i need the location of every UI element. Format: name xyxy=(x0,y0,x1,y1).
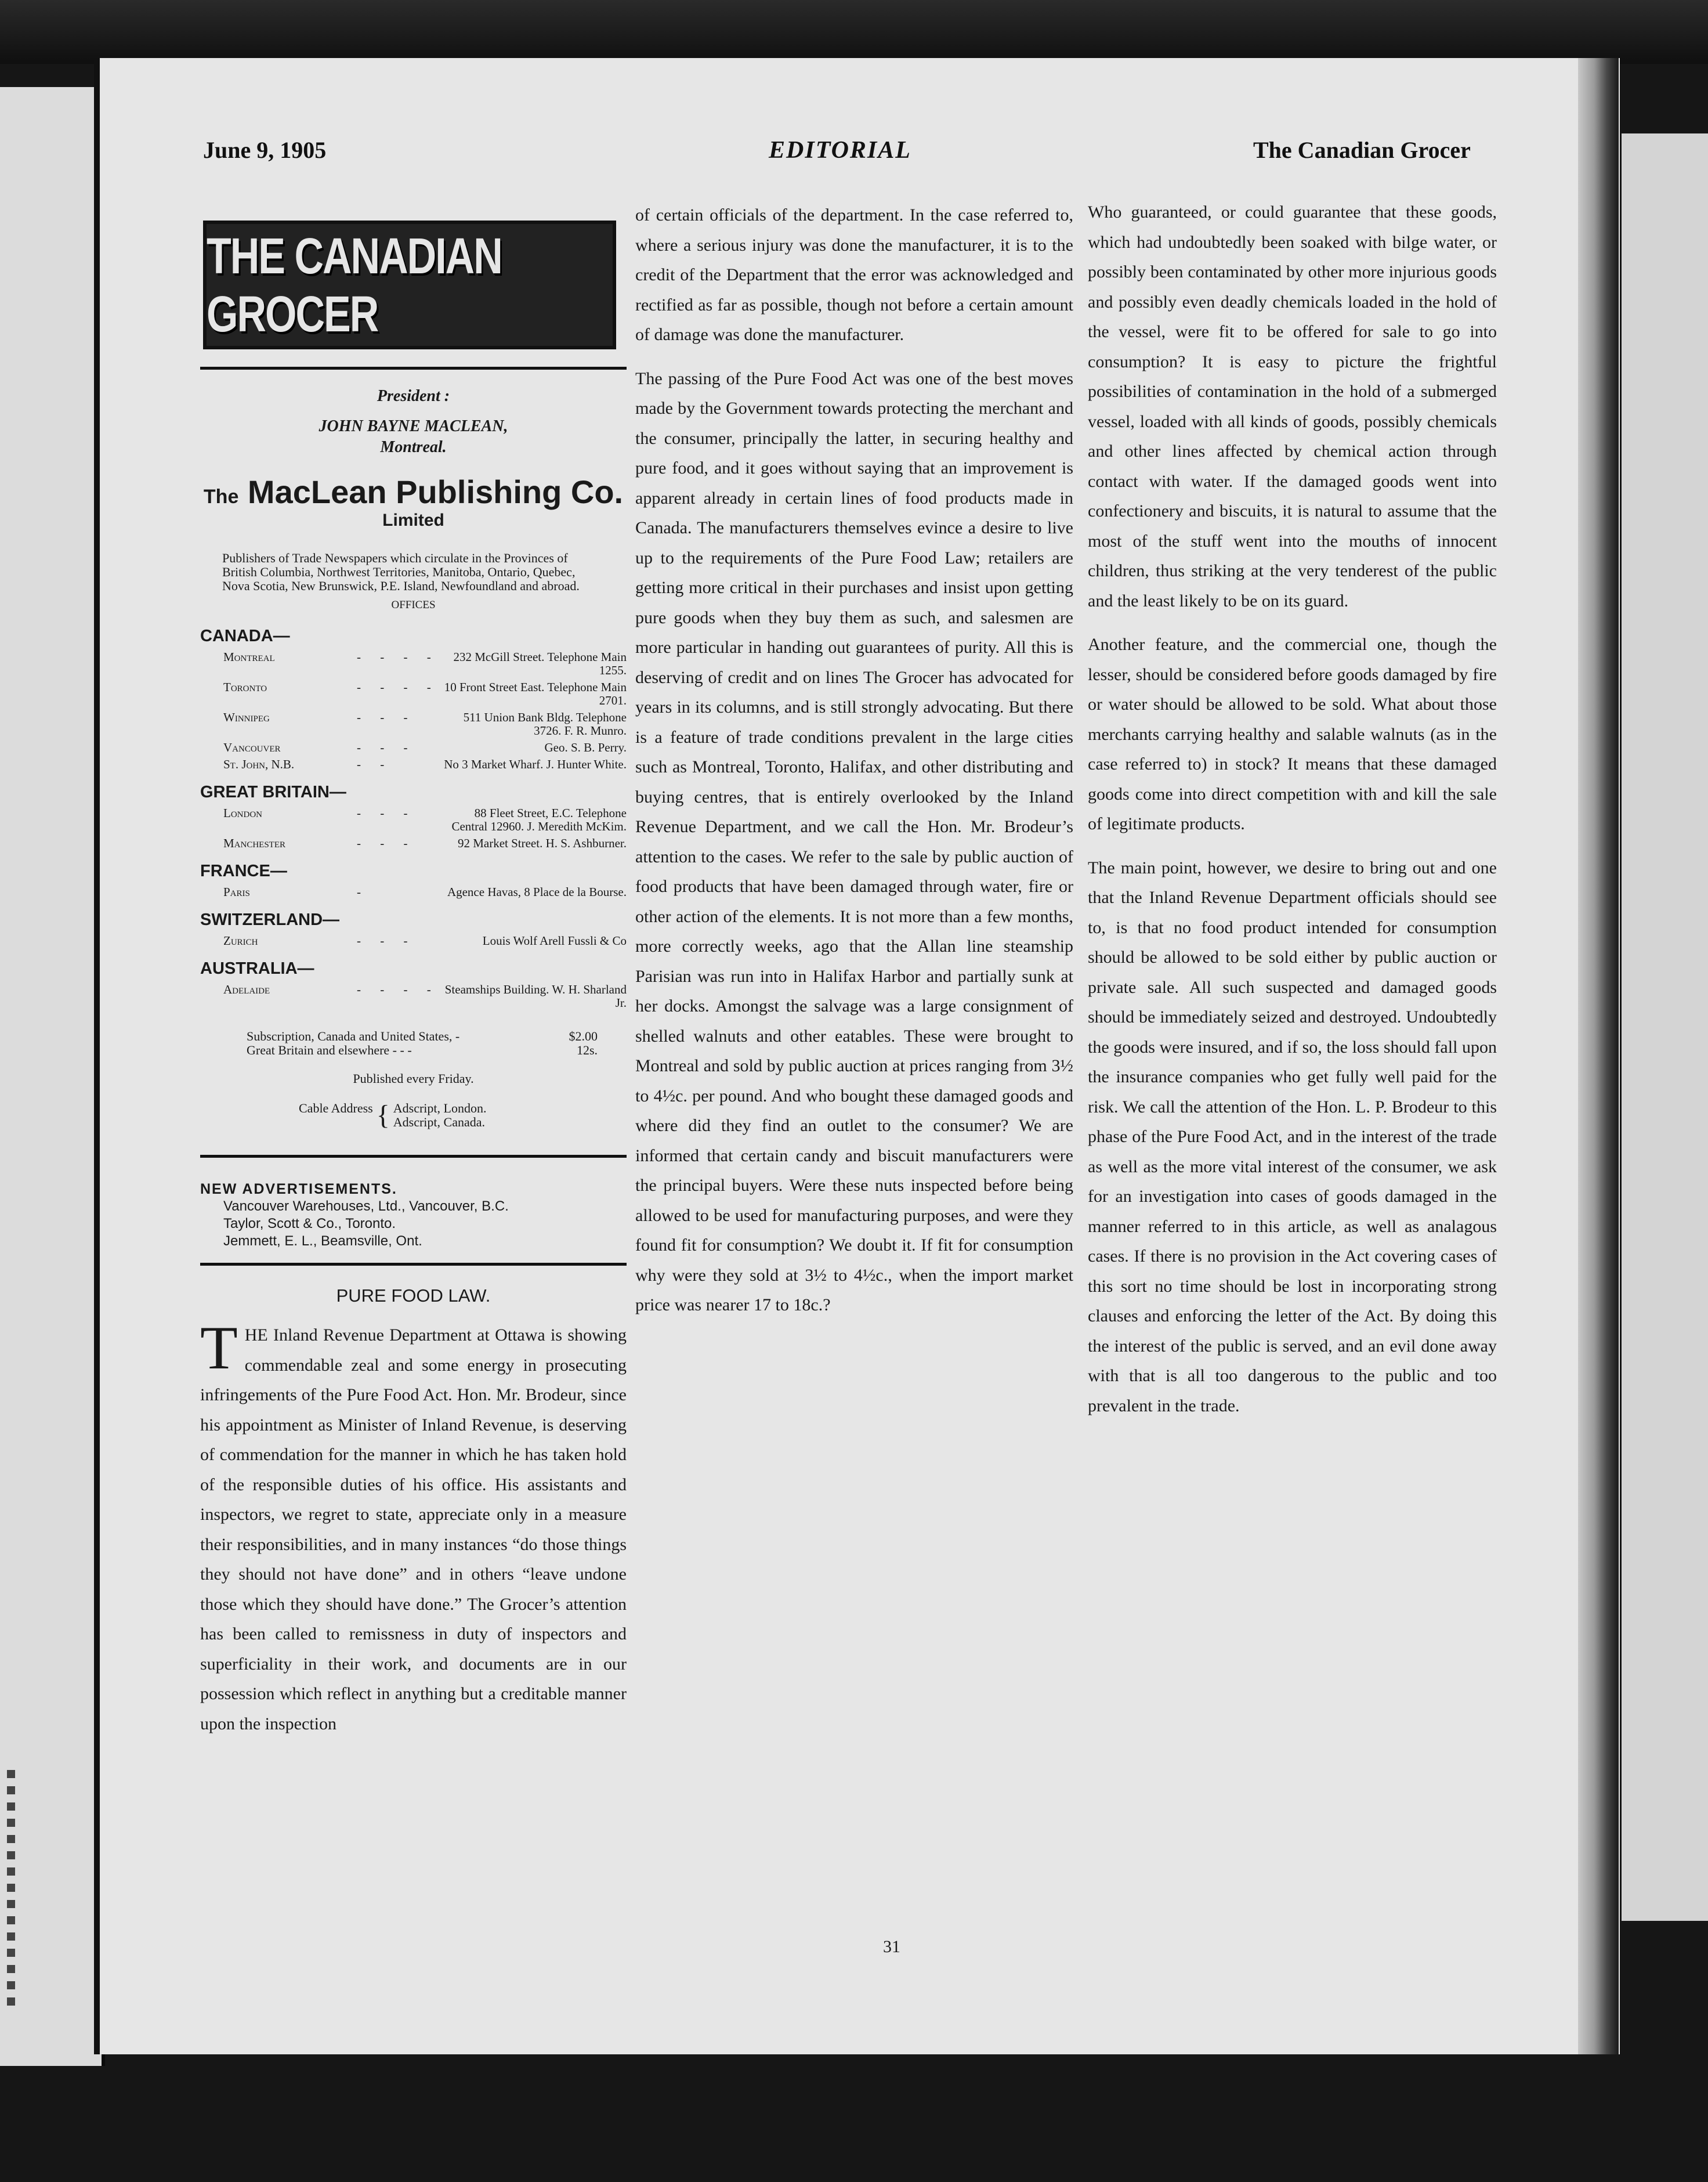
new-ads-heading: NEW ADVERTISEMENTS. xyxy=(200,1181,397,1197)
header-date: June 9, 1905 xyxy=(203,137,327,163)
president-city: Montreal. xyxy=(380,438,447,456)
office-entry xyxy=(223,758,627,771)
page-gutter-shadow xyxy=(1578,58,1619,2054)
office-city: Zurich xyxy=(223,934,258,948)
company-prefix: The xyxy=(203,486,239,508)
office-leader: - - - xyxy=(357,806,416,820)
publisher-about: Publishers of Trade Newspapers which circulate in the Provinces of British Columbia, Northwest Territories, Manitoba, Ontario, Quebec, Nova Scotia, New Brunswick, P.E. Island, Newfoundland and abroad. xyxy=(222,551,580,593)
divider xyxy=(200,1155,627,1158)
masthead-logo xyxy=(203,221,616,349)
article-paragraph: Who guaranteed, or could guarantee that these goods, which had undoubtedly been soaked with bilge water, or possibly been contaminated by other more injurious goods and possibly even deadly chemicals loaded in the hold of the vessel, were fit to be offered for sale to go into consumption? It is easy to picture the frightful possibilities of contamination in the hold of a submerged vessel, loaded with all kinds of goods, possibly chemicals and other lines affected by chemical action through contact with water. If the damaged goods went into confectionery and biscuits, it is natural to assume that the most of the stuff went into the mouths of innocent children, thus striking at the very tenderest of the public and the least likely to be on its guard. xyxy=(1088,203,1497,610)
office-entry xyxy=(223,741,627,754)
subscription-line: Subscription, Canada and United States, - xyxy=(247,1029,460,1043)
article-paragraph: The passing of the Pure Food Act was one of the best moves made by the Government towards protecting the merchant and the consumer, principally the latter, in securing healthy and pure food, and it goes without saying that an improvement is apparent already in certain lines of food products made in Canada. The manufacturers themselves evince a desire to live up to the requirements of the Pure Food Law; retailers are getting more critical in their purchases and insist upon getting pure goods when they buy them as such, and salesmen are more particular in handing out guarantees of purity. All this is deserving of credit and on lines The Grocer has advocated for years in its columns, and is still strongly advocating. But there is a feature of trade conditions prevalent in the large cities such as Montreal, Toronto, Halifax, and other distributing and buying centres, that is entirely overlooked by the Inland Revenue Department, and we call the Hon. Mr. Brodeur’s attention to the cases. We refer to the sale by public auction of food products that have been damaged through water, fire or other action of the elements. It is not more than a few months, more correctly weeks, ago that the Allan line steamship Parisian was run into in Halifax Harbor and partially sunk at her docks. Amongst the salvage was a large consignment of shelled walnuts and other eatables. These were brought to Montreal and sold by public auction at prices ranging from 3½ to 4½c. per pound. And who bought these damaged goods and where did they find an outlet to the consumer? We are informed that certain candy and biscuit manufacturers were the principal buyers. Were these nuts inspected before being allowed to be used for manufacturing purposes, and were they found fit for consumption? We doubt it. If fit for consumption why were they sold at 3½ to 4½c., when the import market price was nearer 17 to 18c.? xyxy=(635,369,1073,1314)
office-city: Manchester xyxy=(223,836,286,850)
office-city: Winnipeg xyxy=(223,710,270,724)
office-leader: - - - xyxy=(357,740,416,754)
next-page-edge xyxy=(1622,133,1708,1921)
office-entry xyxy=(223,711,627,738)
office-region-heading: AUSTRALIA— xyxy=(200,959,314,978)
office-address: No 3 Market Wharf. J. Hunter White. xyxy=(444,757,627,771)
office-address: Agence Havas, 8 Place de la Bourse. xyxy=(447,885,627,899)
office-leader: - - - xyxy=(357,710,416,724)
office-address: 232 McGill Street. Telephone Main 1255. xyxy=(453,650,627,677)
column-1 xyxy=(200,221,627,1739)
office-leader: - - - - xyxy=(357,650,439,664)
cable-label: Cable Address xyxy=(299,1101,373,1115)
masthead-logo-text: THE CANADIAN GROCER xyxy=(207,227,502,342)
office-address: Geo. S. B. Perry. xyxy=(544,740,627,754)
previous-page-edge xyxy=(0,87,105,2066)
office-city: Toronto xyxy=(223,680,267,694)
office-leader: - xyxy=(357,885,369,899)
divider xyxy=(200,367,627,370)
divider xyxy=(200,1263,627,1266)
company-suffix: Limited xyxy=(382,511,444,530)
binding-edge xyxy=(7,1770,15,2014)
office-address: 10 Front Street East. Telephone Main 2701. xyxy=(444,680,627,707)
office-leader: - - - xyxy=(357,836,416,850)
office-leader: - - - - xyxy=(357,982,439,996)
cable-address xyxy=(299,1101,627,1129)
column-3 xyxy=(1088,197,1497,1435)
office-city: Adelaide xyxy=(223,982,270,996)
subscription-price: $2.00 xyxy=(569,1029,598,1043)
office-region-heading: SWITZERLAND— xyxy=(200,911,340,929)
office-entry xyxy=(223,837,627,850)
header-section: EDITORIAL xyxy=(769,137,911,164)
header-publication: The Canadian Grocer xyxy=(1253,137,1471,163)
cable-line: Adscript, Canada. xyxy=(393,1115,485,1129)
publication-schedule: Published every Friday. xyxy=(353,1071,474,1086)
scan-border-top xyxy=(0,0,1708,64)
office-entry xyxy=(223,651,627,677)
article-title: PURE FOOD LAW. xyxy=(336,1285,491,1306)
article-text: HE Inland Revenue Department at Ottawa is showing commendable zeal and some energy in prosecuting infringements of the Pure Food Act. Hon. Mr. Brodeur, since his appointment as Minister of Inland Revenue, is deserving of commendation for the manner in which he has taken hold of the responsible duties of his office. His assistants and inspectors, we regret to state, appreciate only in a measure their responsibilities, and in many instances “do those things they should not have done” and in others “leave undone those which they should have done.” The Grocer’s attention has been called to remissness in duty of inspectors and superficiality in their work, and documents are in our possession which reflect in anything but a creditable manner upon the inspection xyxy=(200,1325,627,1733)
office-region-heading: GREAT BRITAIN— xyxy=(200,783,346,801)
office-city: Montreal xyxy=(223,650,275,664)
office-address: 511 Union Bank Bldg. Telephone 3726. F. R. Munro. xyxy=(463,710,627,738)
new-ad-item: Vancouver Warehouses, Ltd., Vancouver, B.C. xyxy=(223,1198,509,1214)
office-leader: - - xyxy=(357,757,393,771)
article-body-col1 xyxy=(200,1314,627,1739)
office-address: 92 Market Street. H. S. Ashburner. xyxy=(457,836,627,850)
office-entry xyxy=(223,681,627,707)
office-address: 88 Fleet Street, E.C. Telephone Central 12960. J. Meredith McKim. xyxy=(451,806,627,833)
office-entry xyxy=(223,983,627,1010)
new-ad-item: Taylor, Scott & Co., Toronto. xyxy=(223,1216,396,1231)
office-entry xyxy=(223,934,627,948)
office-region-heading: FRANCE— xyxy=(200,862,287,880)
office-entry xyxy=(223,807,627,833)
cable-line: Adscript, London. xyxy=(393,1101,487,1115)
office-city: Vancouver xyxy=(223,740,281,754)
subscription-line: Great Britain and elsewhere - - - xyxy=(247,1043,412,1057)
office-city: Paris xyxy=(223,885,250,899)
office-region-heading: CANADA— xyxy=(200,627,290,645)
office-entry xyxy=(223,886,627,899)
subscription-rates xyxy=(247,1029,627,1057)
drop-cap: T xyxy=(200,1314,238,1382)
article-paragraph: Another feature, and the commercial one, though the lesser, should be considered before goods damaged by fire or water should be allowed to be sold. What about those merchants carrying healthy and salable walnuts (as in the case referred to) in stock? It means that these damaged goods come into direct competition with and kill the sale of legitimate products. xyxy=(1088,635,1497,833)
page-number: 31 xyxy=(883,1937,900,1956)
office-leader: - - - xyxy=(357,934,416,948)
offices-list xyxy=(200,627,627,1010)
offices-heading: OFFICES xyxy=(391,599,436,611)
article-paragraph: of certain officials of the department. In the case referred to, where a serious injury was done the manufacturer, it is to the credit of the Department that the error was acknowledged and rectified as far as possible, though not before a certain amount of damage was done the manufacturer. xyxy=(635,205,1073,344)
column-2 xyxy=(635,200,1073,1334)
subscription-price: 12s. xyxy=(576,1043,598,1057)
office-address: Louis Wolf Arell Fussli & Co xyxy=(482,934,627,948)
brace-glyph: { xyxy=(376,1100,390,1130)
office-city: London xyxy=(223,806,262,820)
new-ad-item: Jemmett, E. L., Beamsville, Ont. xyxy=(223,1233,422,1249)
president-label: President : xyxy=(377,387,450,405)
office-address: Steamships Building. W. H. Sharland Jr. xyxy=(444,982,627,1010)
company-name xyxy=(200,473,627,511)
president-name: JOHN BAYNE MACLEAN, xyxy=(319,417,508,435)
company-title: MacLean Publishing Co. xyxy=(247,474,624,510)
article-paragraph: The main point, however, we desire to bring out and one that the Inland Revenue Department officials should see to, is that no food product intended for consumption should be allowed to be sold either by public auction or private sale. All such suspected and damaged goods should be immediately seized and destroyed. Undoubtedly the goods were insured, and if so, the loss should fall upon the insurance companies who get fully well paid for the risk. We call the attention of the Hon. L. P. Brodeur to this phase of the Pure Food Act, and in the interest of the trade as well as the more vital interest of the consumer, we ask for an investigation into cases of goods damaged in the manner referred to in this article, as well as analagous cases. If there is no provision in the Act covering cases of this sort no time should be lost in incorporating strong clauses and enforcing the letter of the Act. By doing this the interest of the public is served, and an evil done away with that is all too dangerous to the public and too prevalent in the trade. xyxy=(1088,858,1497,1415)
office-city: St. John, N.B. xyxy=(223,757,295,771)
office-leader: - - - - xyxy=(357,680,439,694)
